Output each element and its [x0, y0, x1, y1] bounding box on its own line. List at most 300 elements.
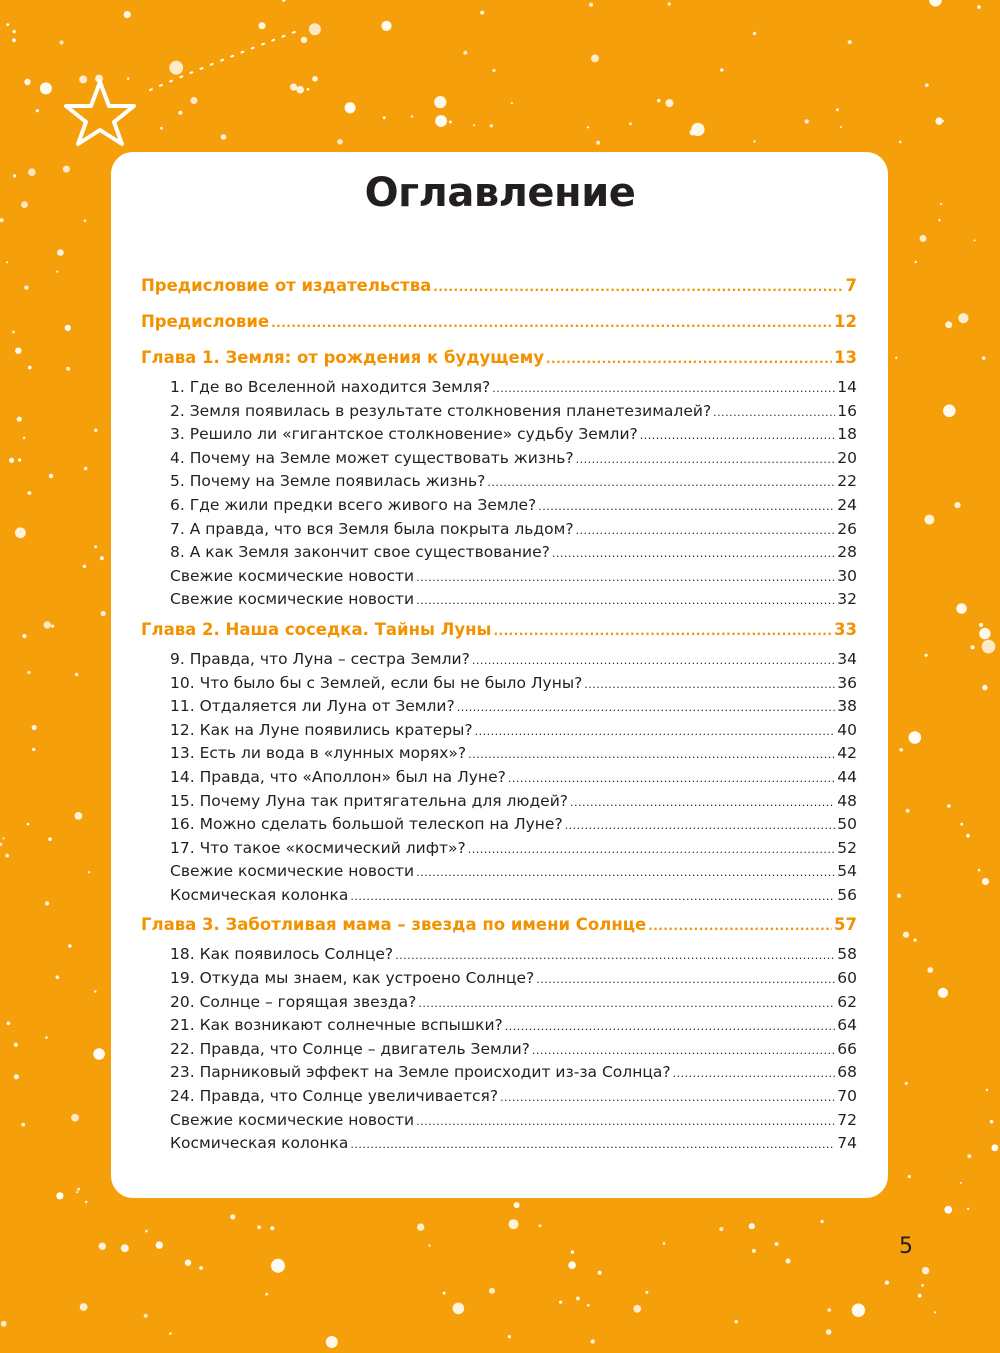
snow-dot — [124, 11, 131, 18]
snow-dot — [909, 731, 922, 744]
snow-dot — [836, 108, 839, 111]
snow-dot — [934, 1311, 936, 1313]
snow-dot — [827, 1308, 831, 1312]
snow-dot — [982, 640, 996, 654]
toc-dot-leader — [673, 1061, 836, 1086]
toc-dot-leader — [457, 695, 836, 720]
toc-dot-leader — [416, 860, 835, 885]
snow-dot — [908, 1175, 911, 1178]
toc-entry-title: 20. Солнце – горящая звезда? — [170, 992, 417, 1011]
toc-dot-leader — [536, 967, 835, 992]
snow-dot — [960, 1182, 962, 1184]
snow-dot — [921, 1284, 924, 1287]
snow-dot — [596, 141, 600, 145]
snow-dot — [51, 625, 54, 628]
snow-dot — [282, 0, 286, 2]
star-outline-icon — [62, 78, 138, 148]
snow-dot — [668, 2, 671, 5]
snow-dot — [473, 124, 475, 126]
table-of-contents — [141, 268, 857, 1156]
snow-dot — [5, 854, 9, 858]
toc-entry-page: 14 — [837, 378, 857, 396]
snow-dot — [66, 367, 70, 371]
toc-entry-page: 50 — [837, 815, 857, 834]
snow-dot — [28, 491, 32, 495]
toc-entry-title: Предисловие от издательства — [141, 276, 432, 295]
snow-dot — [905, 1082, 908, 1085]
snow-dot — [257, 1225, 261, 1229]
toc-entry[interactable] — [141, 837, 857, 861]
toc-dot-leader — [648, 907, 832, 944]
snow-dot — [925, 83, 929, 87]
toc-entry-page: 34 — [837, 649, 857, 668]
toc-entry-page: 38 — [837, 697, 857, 716]
toc-dot-leader — [505, 1014, 836, 1039]
snow-dot — [307, 88, 310, 91]
toc-entry[interactable] — [141, 470, 857, 494]
snow-dot — [88, 871, 90, 873]
snow-dot — [956, 603, 967, 614]
snow-dot — [591, 1339, 595, 1343]
snow-dot — [449, 121, 452, 124]
toc-entry[interactable] — [141, 719, 857, 743]
toc-entry-title: 1. Где во Вселенной находится Земля? — [170, 378, 491, 396]
snow-dot — [568, 1261, 576, 1269]
toc-dot-leader — [350, 1132, 835, 1157]
toc-entry-page: 52 — [837, 838, 857, 857]
toc-dot-leader — [538, 494, 835, 519]
toc-dot-leader — [416, 1109, 835, 1134]
toc-dot-leader — [271, 304, 832, 341]
snow-dot — [428, 1244, 430, 1246]
snow-dot — [897, 894, 901, 898]
toc-dot-leader — [570, 790, 835, 815]
snow-dot — [633, 1305, 641, 1313]
snow-dot — [101, 611, 106, 616]
snow-dot — [190, 97, 197, 104]
snow-dot — [417, 1223, 424, 1230]
toc-entry-title: Предисловие — [141, 312, 270, 331]
toc-dot-leader — [584, 672, 835, 697]
snow-dot — [45, 1036, 48, 1039]
snow-dot — [752, 1249, 756, 1253]
snow-dot — [966, 834, 970, 838]
toc-dot-leader — [350, 884, 835, 909]
snow-dot — [775, 1242, 779, 1246]
snow-dot — [786, 1259, 791, 1264]
snow-dot — [326, 1336, 338, 1348]
toc-entry[interactable] — [141, 742, 857, 766]
snow-dot — [1, 1321, 7, 1327]
snow-dot — [979, 623, 983, 627]
toc-entry-title: 12. Как на Луне появились кратеры? — [170, 720, 473, 739]
snow-dot — [986, 1089, 988, 1091]
snow-dot — [924, 515, 934, 525]
toc-entry[interactable] — [141, 447, 857, 471]
toc-entry-title: 17. Что такое «космический лифт»? — [170, 838, 466, 857]
snow-dot — [657, 99, 660, 102]
toc-entry[interactable] — [141, 518, 857, 542]
toc-entry[interactable] — [141, 884, 857, 908]
snow-dot — [15, 348, 21, 354]
snow-dot — [906, 809, 910, 813]
snow-dot — [12, 331, 15, 334]
snow-dot — [435, 115, 447, 127]
toc-entry-page: 62 — [837, 992, 857, 1011]
snow-dot — [75, 812, 83, 820]
toc-entry-page: 16 — [837, 401, 857, 420]
toc-entry[interactable] — [141, 1038, 857, 1062]
toc-entry[interactable] — [141, 991, 857, 1015]
snow-dot — [65, 325, 71, 331]
snow-dot — [3, 837, 5, 839]
snow-dot — [301, 37, 307, 43]
toc-entry-title: 24. Правда, что Солнце увеличивается? — [170, 1087, 499, 1106]
snow-dot — [17, 417, 22, 422]
toc-dot-leader — [472, 648, 835, 673]
toc-dot-leader — [576, 447, 836, 472]
snow-dot — [337, 139, 343, 145]
toc-entry-page: 48 — [837, 791, 857, 810]
toc-entry-page: 32 — [837, 590, 857, 609]
toc-dot-leader — [433, 268, 843, 305]
snow-dot — [720, 68, 723, 71]
toc-entry[interactable] — [141, 1109, 857, 1133]
toc-entry-title: 5. Почему на Земле появилась жизнь? — [170, 472, 486, 491]
snow-dot — [0, 843, 2, 846]
snow-dot — [6, 1021, 10, 1025]
snow-dot — [805, 119, 809, 123]
snow-dot — [84, 467, 88, 471]
toc-entry-page: 12 — [834, 312, 857, 331]
snow-dot — [27, 823, 30, 826]
snow-dot — [32, 748, 35, 751]
snow-dot — [453, 1303, 465, 1315]
snow-dot — [160, 127, 163, 130]
snow-dot — [665, 99, 673, 107]
toc-entry-title: 13. Есть ли вода в «лунных морях»? — [170, 744, 467, 763]
toc-entry-page: 33 — [834, 619, 857, 639]
snow-dot — [9, 458, 14, 463]
toc-entry[interactable] — [141, 1085, 857, 1109]
snow-dot — [93, 1048, 105, 1060]
snow-dot — [199, 1266, 203, 1270]
snow-dot — [576, 1297, 580, 1301]
snow-dot — [36, 109, 39, 112]
snow-dot — [899, 141, 902, 144]
snow-dot — [749, 1223, 755, 1229]
toc-entry[interactable] — [141, 672, 857, 696]
toc-entry[interactable] — [141, 1014, 857, 1038]
snow-dot — [753, 32, 756, 35]
toc-dot-leader — [395, 943, 835, 968]
snow-dot — [22, 634, 26, 638]
toc-dot-leader — [640, 423, 836, 448]
toc-chapter-entry[interactable] — [141, 304, 857, 340]
toc-entry-page: 18 — [837, 425, 857, 444]
toc-entry-page: 26 — [837, 519, 857, 538]
toc-entry-title: 9. Правда, что Луна – сестра Земли? — [170, 649, 470, 668]
snow-dot — [915, 261, 917, 263]
toc-entry[interactable] — [141, 494, 857, 518]
snow-dot — [492, 69, 495, 72]
snow-dot — [60, 40, 64, 44]
snow-dot — [259, 22, 266, 29]
snow-dot — [169, 1332, 172, 1335]
snow-dot — [944, 1206, 952, 1214]
snow-dot — [645, 1291, 648, 1294]
snow-dot — [44, 621, 51, 628]
toc-entry-title: 6. Где жили предки всего живого на Земле? — [170, 495, 537, 514]
toc-dot-leader — [416, 588, 835, 613]
toc-entry[interactable] — [141, 1061, 857, 1085]
toc-entry-page: 24 — [837, 495, 857, 514]
snow-dot — [463, 51, 467, 55]
toc-entry-title: 22. Правда, что Солнце – двигатель Земли? — [170, 1039, 530, 1058]
toc-dot-leader — [713, 400, 835, 425]
snow-dot — [990, 1120, 994, 1124]
snow-dot — [296, 86, 304, 94]
snow-dot — [230, 1214, 235, 1219]
toc-entry[interactable] — [141, 790, 857, 814]
snow-dot — [411, 115, 413, 117]
snow-dot — [514, 1202, 520, 1208]
toc-entry[interactable] — [141, 565, 857, 589]
toc-dot-leader — [418, 991, 835, 1016]
snow-dot — [94, 429, 97, 432]
snow-dot — [903, 932, 909, 938]
toc-entry-page: 70 — [837, 1087, 857, 1106]
snow-dot — [221, 134, 227, 140]
snow-dot — [971, 645, 975, 649]
snow-dot — [312, 76, 318, 82]
toc-entry[interactable] — [141, 860, 857, 884]
snow-dot — [24, 79, 30, 85]
toc-entry-page: 40 — [837, 720, 857, 739]
snow-dot — [826, 1329, 832, 1335]
snow-dot — [14, 1074, 19, 1079]
snow-dot — [598, 1271, 602, 1275]
snow-dot — [28, 366, 32, 370]
snow-dot — [954, 502, 960, 508]
toc-chapter-entry[interactable] — [141, 612, 857, 648]
snow-dot — [12, 38, 16, 42]
toc-dot-leader — [475, 719, 836, 744]
snow-dot — [144, 1314, 148, 1318]
toc-entry[interactable] — [141, 588, 857, 612]
toc-chapter-entry[interactable] — [141, 340, 857, 376]
snow-dot — [629, 122, 632, 125]
toc-entry-title: 16. Можно сделать большой телескоп на Луне? — [170, 815, 563, 834]
toc-entry-title: 21. Как возникают солнечные вспышки? — [170, 1016, 503, 1035]
toc-entry-title: 7. А правда, что вся Земля была покрыта льдом? — [170, 519, 574, 538]
toc-entry-title: 4. Почему на Земле может существовать жизнь? — [170, 448, 574, 467]
snow-dot — [559, 1301, 562, 1304]
snow-dot — [13, 30, 16, 33]
snow-dot — [982, 878, 989, 885]
toc-dot-leader — [487, 470, 835, 495]
snow-dot — [511, 102, 513, 104]
snow-dot — [885, 1281, 889, 1285]
toc-entry-page: 30 — [837, 566, 857, 585]
snow-dot — [32, 725, 37, 730]
snow-dot — [434, 96, 446, 108]
toc-chapter-entry[interactable] — [141, 907, 857, 943]
snow-dot — [974, 239, 976, 241]
snow-dot — [0, 218, 4, 222]
toc-dot-leader — [565, 813, 836, 838]
snow-dot — [977, 5, 981, 9]
toc-entry[interactable] — [141, 766, 857, 790]
snow-dot — [509, 1219, 519, 1229]
snow-dot — [979, 628, 990, 639]
snow-dot — [920, 235, 927, 242]
toc-entry[interactable] — [141, 541, 857, 565]
toc-entry-page: 28 — [837, 543, 857, 562]
snow-dot — [80, 1303, 88, 1311]
snow-dot — [821, 1220, 824, 1223]
snow-dot — [21, 1123, 25, 1127]
snow-dot — [15, 527, 26, 538]
toc-entry-page: 58 — [837, 945, 857, 964]
snow-dot — [947, 804, 951, 808]
snow-dot — [99, 1243, 106, 1250]
snow-dot — [45, 901, 49, 905]
snow-dot — [753, 140, 755, 142]
snow-dot — [991, 1144, 998, 1151]
snow-dot — [945, 321, 952, 328]
snow-dot — [270, 1226, 274, 1230]
toc-entry-title: 18. Как появилось Солнце? — [170, 945, 394, 964]
toc-entry-title: 3. Решило ли «гигантское столкновение» судьбу Земли? — [170, 425, 638, 444]
toc-dot-leader — [500, 1085, 835, 1110]
snow-dot — [178, 111, 182, 115]
toc-entry-title: 10. Что было бы с Землей, если бы не было Луны? — [170, 673, 583, 692]
snow-dot — [899, 748, 903, 752]
snow-dot — [927, 967, 933, 973]
snow-dot — [840, 126, 842, 128]
snow-dot — [719, 1227, 723, 1231]
snow-dot — [76, 1191, 78, 1193]
snow-dot — [121, 1244, 129, 1252]
snow-dot — [589, 3, 593, 7]
toc-entry-title: Свежие космические новости — [170, 590, 415, 609]
snow-dot — [663, 1242, 666, 1245]
toc-entry[interactable] — [141, 376, 857, 400]
toc-dot-leader — [492, 376, 835, 401]
snow-dot — [185, 1260, 191, 1266]
toc-entry[interactable] — [141, 648, 857, 672]
snow-dot — [938, 988, 948, 998]
toc-entry-title: Свежие космические новости — [170, 566, 415, 585]
toc-entry-page: 13 — [834, 348, 857, 367]
toc-entry[interactable] — [141, 943, 857, 967]
snow-dot — [156, 1241, 163, 1248]
snow-dot — [895, 357, 897, 359]
snow-dot — [56, 270, 58, 272]
snow-dot — [6, 23, 9, 26]
toc-entry[interactable] — [141, 423, 857, 447]
toc-dot-leader — [493, 612, 832, 649]
snow-dot — [848, 40, 852, 44]
snow-dot — [68, 944, 71, 947]
snow-dot — [94, 990, 96, 992]
snow-dot — [587, 126, 589, 128]
snow-dot — [40, 82, 52, 94]
snow-dot — [85, 1201, 88, 1204]
snow-dot — [489, 1288, 495, 1294]
snow-dot — [27, 671, 30, 674]
snow-dot — [508, 1335, 511, 1338]
snow-dot — [443, 1292, 446, 1295]
snow-dot — [265, 1293, 268, 1296]
toc-entry-page: 36 — [837, 673, 857, 692]
toc-dot-leader — [552, 541, 835, 566]
snow-dot — [852, 1304, 865, 1317]
snow-dot — [914, 939, 917, 942]
toc-entry-page: 64 — [837, 1016, 857, 1035]
toc-entry[interactable] — [141, 967, 857, 991]
toc-entry[interactable] — [141, 1132, 857, 1156]
snow-dot — [14, 1043, 18, 1047]
snow-dot — [271, 1259, 285, 1273]
snow-dot — [938, 219, 940, 221]
toc-entry-title: 2. Земля появилась в результате столкновения планетезималей? — [170, 401, 712, 420]
snow-dot — [145, 1230, 148, 1233]
snow-dot — [77, 1188, 80, 1191]
toc-entry-page: 57 — [834, 915, 857, 935]
snow-dot — [922, 1267, 929, 1274]
toc-entry-title: Глава 3. Заботливая мама – звезда по имени Солнце — [141, 915, 647, 935]
page-title: Оглавление — [364, 170, 636, 216]
snow-dot — [381, 21, 391, 31]
toc-entry-page: 42 — [837, 744, 857, 763]
snow-dot — [734, 1320, 738, 1324]
snow-dot — [100, 556, 104, 560]
toc-entry-title: Свежие космические новости — [170, 862, 415, 881]
snow-dot — [290, 84, 297, 91]
snow-dot — [691, 123, 704, 136]
toc-entry-page: 56 — [837, 885, 857, 904]
snow-dot — [918, 1294, 922, 1298]
toc-dot-leader — [576, 518, 836, 543]
snow-dot — [169, 61, 183, 75]
toc-entry-title: Глава 2. Наша соседка. Тайны Луны — [141, 619, 492, 639]
toc-dot-leader — [508, 766, 835, 791]
toc-entry-page: 7 — [845, 276, 857, 295]
toc-entry[interactable] — [141, 813, 857, 837]
toc-entry[interactable] — [141, 695, 857, 719]
toc-entry-page: 72 — [837, 1110, 857, 1129]
snow-dot — [538, 1224, 541, 1227]
toc-entry-page: 60 — [837, 969, 857, 988]
toc-entry[interactable] — [141, 400, 857, 424]
snow-dot — [48, 837, 52, 841]
snow-dot — [982, 356, 986, 360]
snow-dot — [587, 1304, 590, 1307]
toc-entry-page: 68 — [837, 1063, 857, 1082]
toc-entry-page: 20 — [837, 448, 857, 467]
toc-entry-title: 19. Откуда мы знаем, как устроено Солнце? — [170, 969, 535, 988]
snow-dot — [84, 219, 87, 222]
toc-chapter-entry[interactable] — [141, 268, 857, 304]
toc-entry-title: 8. А как Земля закончит свое существование? — [170, 543, 550, 562]
toc-entry-title: 23. Парниковый эффект на Земле происходит из-за Солнца? — [170, 1063, 671, 1082]
toc-entry-title: 14. Правда, что «Аполлон» был на Луне? — [170, 767, 506, 786]
snow-dot — [49, 474, 53, 478]
snow-dot — [56, 975, 60, 979]
toc-entry-page: 66 — [837, 1039, 857, 1058]
